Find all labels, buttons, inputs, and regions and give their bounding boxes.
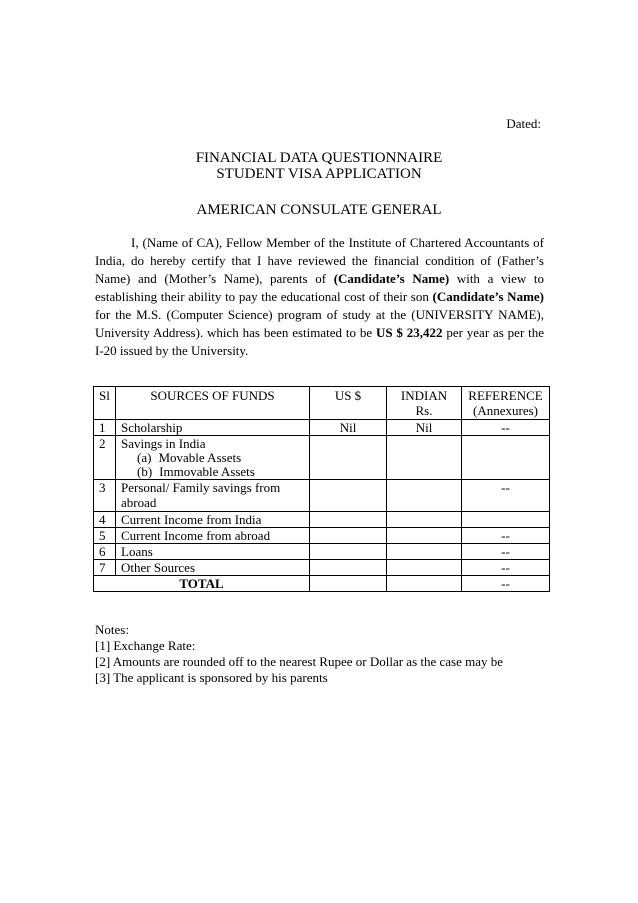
certificate-line: I, (Name of CA), Fellow Member of the Institute of Chartered Accountants of <box>131 235 544 250</box>
annual-cost-amount: US $ 23,422 <box>375 325 443 340</box>
certificate-text: Name) and (Mother’s Name), parents of <box>95 271 334 286</box>
dated-label: Dated: <box>506 116 541 131</box>
cell-reference: -- <box>462 420 550 436</box>
certificate-line <box>95 288 544 306</box>
cell-reference <box>462 512 550 528</box>
document-title: FINANCIAL DATA QUESTIONNAIRE <box>195 150 443 166</box>
total-reference: -- <box>462 576 550 592</box>
addressee-heading: AMERICAN CONSULATE GENERAL <box>196 202 442 218</box>
sub-item-marker: (b) <box>137 464 153 479</box>
cell-usd <box>310 512 387 528</box>
cell-reference: -- <box>462 560 550 576</box>
header-indian-line2: Rs. <box>415 403 433 418</box>
table-row <box>94 544 550 560</box>
certificate-line: India, do hereby certify that I have reviewed the financial condition of (Father’s <box>95 253 544 268</box>
sub-item-label: Immovable Assets <box>159 464 255 479</box>
cell-sl: 7 <box>94 560 116 576</box>
notes-section <box>95 622 503 686</box>
certificate-line: I-20 issued by the University. <box>95 343 249 358</box>
note-item: [2] Amounts are rounded off to the nearest Rupee or Dollar as the case may be <box>95 654 504 669</box>
cell-inr <box>387 560 462 576</box>
cell-source: Current Income from India <box>116 512 310 528</box>
note-item: [1] Exchange Rate: <box>95 638 196 653</box>
cell-inr <box>387 528 462 544</box>
note-item: [3] The applicant is sponsored by his parents <box>95 670 328 685</box>
header-reference-line1: REFERENCE <box>468 388 543 403</box>
notes-heading: Notes: <box>95 622 129 637</box>
certificate-line <box>95 270 544 288</box>
sources-of-funds-table <box>93 386 550 592</box>
cell-source: Current Income from abroad <box>116 528 310 544</box>
certificate-text: establishing their ability to pay the educational cost of their son <box>95 289 433 304</box>
table-row <box>94 420 550 436</box>
header-us-dollar: US $ <box>310 387 387 420</box>
cell-source: Scholarship <box>116 420 310 436</box>
cell-usd <box>310 480 387 512</box>
sub-item <box>121 465 309 479</box>
certificate-paragraph <box>95 234 544 360</box>
table-row <box>94 528 550 544</box>
certificate-line <box>95 324 544 342</box>
sub-item-label: Movable Assets <box>158 450 242 465</box>
sub-item <box>121 451 309 465</box>
document-subtitle: STUDENT VISA APPLICATION <box>216 166 422 182</box>
total-usd <box>310 576 387 592</box>
cell-inr: Nil <box>387 420 462 436</box>
header-reference-line2: (Annexures) <box>473 403 538 418</box>
cell-source <box>116 436 310 480</box>
certificate-text: per year as per the <box>442 325 544 340</box>
cell-source: Other Sources <box>116 560 310 576</box>
certificate-text: with a view to <box>449 271 544 286</box>
cell-sl: 1 <box>94 420 116 436</box>
cell-reference: -- <box>462 544 550 560</box>
total-inr <box>387 576 462 592</box>
certificate-line: for the M.S. (Computer Science) program of study at the (UNIVERSITY NAME), <box>95 307 544 322</box>
header-indian-rupees <box>387 387 462 420</box>
cell-inr <box>387 544 462 560</box>
certificate-text: University Address). which has been estimated to be <box>95 325 376 340</box>
cell-usd <box>310 544 387 560</box>
table-row <box>94 560 550 576</box>
cell-reference: -- <box>462 480 550 512</box>
cell-usd <box>310 528 387 544</box>
cell-sl: 3 <box>94 480 116 512</box>
cell-inr <box>387 512 462 528</box>
header-reference <box>462 387 550 420</box>
total-label: TOTAL <box>94 576 310 592</box>
cell-inr <box>387 480 462 512</box>
cell-sl: 6 <box>94 544 116 560</box>
cell-source-text: Savings in India <box>121 436 206 451</box>
cell-sl: 5 <box>94 528 116 544</box>
candidate-name-placeholder: (Candidate’s Name) <box>432 289 544 304</box>
sub-item-marker: (a) <box>137 450 152 465</box>
candidate-name-placeholder: (Candidate’s Name) <box>333 271 450 286</box>
cell-reference <box>462 436 550 480</box>
cell-usd <box>310 560 387 576</box>
cell-usd <box>310 436 387 480</box>
cell-reference: -- <box>462 528 550 544</box>
cell-inr <box>387 436 462 480</box>
cell-usd: Nil <box>310 420 387 436</box>
table-row <box>94 480 550 512</box>
header-sl: Sl <box>94 387 116 420</box>
header-indian-line1: INDIAN <box>400 388 448 403</box>
cell-sl: 4 <box>94 512 116 528</box>
table-row <box>94 436 550 480</box>
header-sources-of-funds: SOURCES OF FUNDS <box>116 387 310 420</box>
table-header-row <box>94 387 550 420</box>
cell-source: Personal/ Family savings from abroad <box>116 480 310 512</box>
table-total-row <box>94 576 550 592</box>
cell-source: Loans <box>116 544 310 560</box>
table-row <box>94 512 550 528</box>
cell-sl: 2 <box>94 436 116 480</box>
